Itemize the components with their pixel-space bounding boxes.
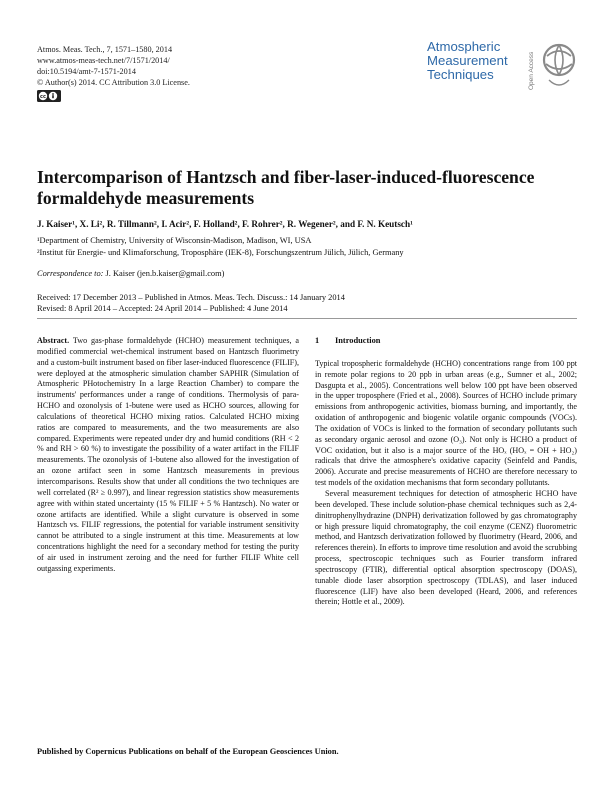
journal-logo-text: Atmospheric Measurement Techniques	[427, 39, 508, 82]
paper-title: Intercomparison of Hantzsch and fiber-laser-induced-fluorescence formaldehyde measurements	[37, 167, 535, 208]
svg-text:Open Access: Open Access	[528, 51, 535, 90]
abstract-paragraph	[37, 336, 299, 575]
abstract-label: Abstract.	[37, 336, 70, 345]
affiliation-2: ²Institut für Energie- und Klimaforschung, Troposphäre (IEK-8), Forschungszentrum Jülich, Jülich, Germany	[37, 247, 404, 257]
globe-logo-icon	[537, 36, 581, 94]
doi[interactable]: doi:10.5194/amt-7-1571-2014	[37, 67, 136, 76]
section-heading	[315, 336, 577, 347]
journal-url[interactable]: www.atmos-meas-tech.net/7/1571/2014/	[37, 56, 170, 65]
citation-header	[37, 44, 190, 105]
publication-dates	[37, 292, 345, 315]
intro-paragraph-2: Several measurement techniques for detection of atmospheric HCHO have been developed. These include solution-phase chemical techniques such as 2,4-dinitrophenylhydrazine (DNPH) derivatization followed by gas chromatography or high pressure liquid chromatography, the coil enzyme (CENZ) fluorometric method, and Hantzsch derivatization followed by fluorimetry (Heard, 2006, and references therein). In efforts to improve time resolution and avoid the scrubbing process, spectroscopic techniques such as Fourier transform infrared spectroscopy (FTIR), differential optical absorption spectroscopy (DOAS), tunable diode laser absorption spectroscopy (TDLAS), and laser induced fluorescence (LIF) have also been developed (Heard, 2006, and references therein; Hottle et al., 2009).	[315, 488, 577, 607]
intro-paragraph-1: Typical tropospheric formaldehyde (HCHO) concentrations range from 100 ppt in remote polar regions to 20 ppb in urban areas (e.g., Sumner et al., 2002; Dasgupta et al., 2005). Concentrations well below 100 ppt have been observed in the upper troposphere (Fried et al., 2008). Sources of HCHO include primary emissions from anthropogenic activities, biomass burning, and importantly, the oxidation of anthropogenic and biogenic volatile organic compounds (VOCs). The oxidation of VOCs is linked to the formation of secondary pollutants such as secondary organic aerosol and ozone (O₃). Not only is HCHO a product of VOC oxidation, but it also is a major source of the HOₓ (HOₓ = OH + HO₂) radicals that drive the atmosphere's oxidative capacity (Seinfeld and Pandis, 2006). Accurate and precise measurements of HCHO are therefore necessary to test models of the oxidation mechanisms that form secondary pollutants.	[315, 358, 577, 488]
section-title: Introduction	[335, 336, 381, 345]
received-line: Received: 17 December 2013 – Published in Atmos. Meas. Tech. Discuss.: 14 January 2014	[37, 293, 345, 302]
header-divider	[37, 318, 577, 319]
affiliation-1: ¹Department of Chemistry, University of Wisconsin-Madison, Madison, WI, USA	[37, 236, 312, 245]
publisher-footer: Published by Copernicus Publications on behalf of the European Geosciences Union.	[37, 747, 339, 756]
correspondence-label: Correspondence to:	[37, 269, 104, 278]
correspondence	[37, 269, 224, 278]
journal-logo	[427, 32, 577, 100]
author-list: J. Kaiser¹, X. Li², R. Tillmann², I. Acir², F. Holland², F. Rohrer², R. Wegener², and F. N. Keutsch¹	[37, 219, 413, 229]
abstract-text: Two gas-phase formaldehyde (HCHO) measurement techniques, a modified commercial wet-chemical instrument based on Hantzsch fluorimetry and a custom-built instrument based on fiber laser-induced fluorescence (FILIF), were deployed at the atmospheric simulation chamber SAPHIR (Simulation of Atmospheric PHotochemistry In a large Reaction Chamber) to compare the instruments' performances under a range of conditions. Thermolysis of para-HCHO and ozonolysis of 1-butene were used as HCHO sources, allowing for calculations of theoretical HCHO mixing ratios. Calculated HCHO mixing ratios are compared to measurements, and the two measurements are also compared. Experiments were repeated under dry and humid conditions (RH < 2 % and RH > 60 %) to investigate the possibility of a water artifact in the FILIF measurements. The ozonolysis of 1-butene also allowed for the investigation of an ozone artifact seen in some Hantzsch measurements in previous intercomparisons. Results show that under all conditions the two techniques are well correlated (R² ≥ 0.997), and linear regression statistics show measurements agree with within stated uncertainty (15 % FILIF + 5 % Hantzsch). No water or ozone artifacts are identified. While a slight curvature is observed in some Hantzsch vs. FILIF regressions, the potential for variable instrument sensitivity cannot be attributed to a single instrument at this time. Measurements at low concentrations highlight the need for a secondary method for testing the purity of air used in instrument zeroing and the need for further FILIF White cell outgassing experiments.	[37, 336, 299, 573]
journal-citation: Atmos. Meas. Tech., 7, 1571–1580, 2014	[37, 45, 173, 54]
open-access-label	[525, 34, 537, 92]
correspondence-text[interactable]: J. Kaiser (jen.b.kaiser@gmail.com)	[105, 269, 225, 278]
revised-line: Revised: 8 April 2014 – Accepted: 24 April 2014 – Published: 4 June 2014	[37, 304, 288, 314]
affiliations	[37, 235, 404, 258]
section-number: 1	[315, 336, 320, 345]
license: © Author(s) 2014. CC Attribution 3.0 License.	[37, 78, 190, 87]
abstract-section	[37, 336, 299, 575]
introduction-section	[315, 336, 577, 608]
cc-by-badge-icon	[37, 90, 61, 105]
svg-text:cc: cc	[40, 94, 46, 100]
